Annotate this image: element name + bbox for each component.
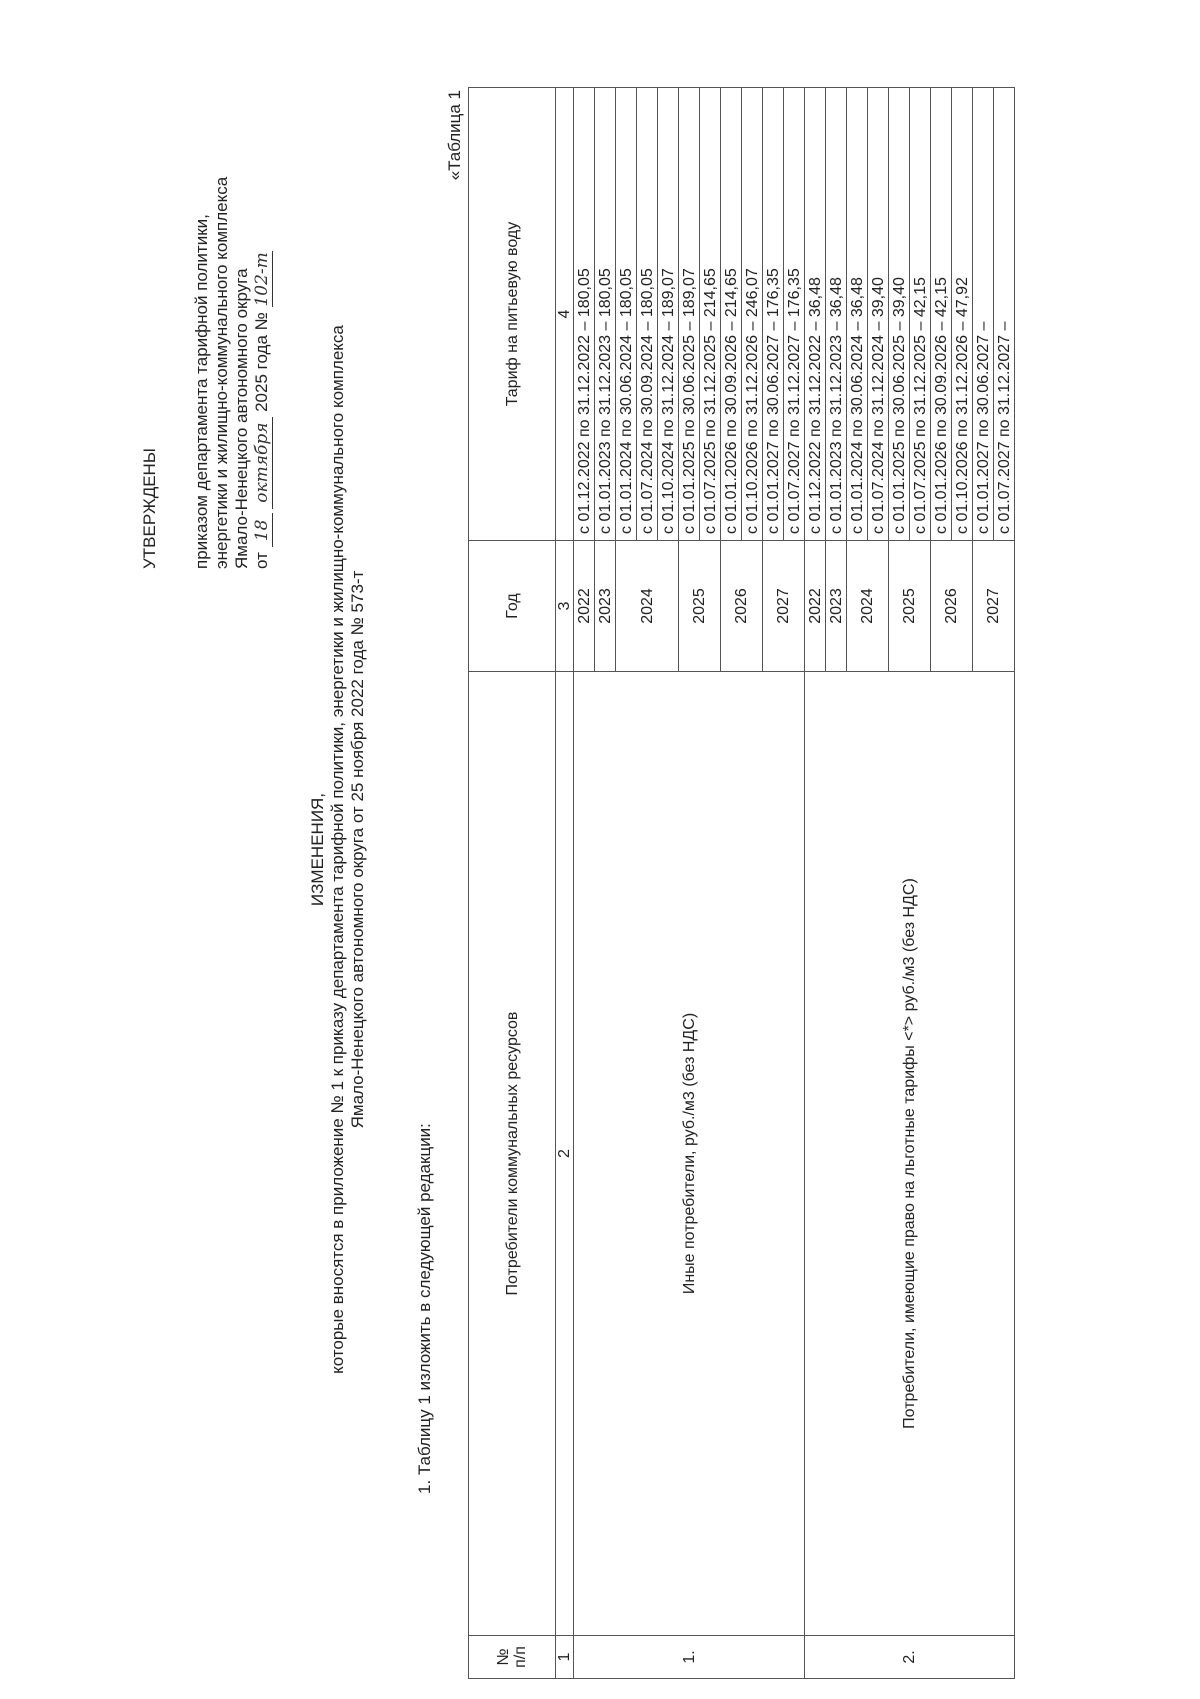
intro-text: 1. Таблицу 1 изложить в следующей редакции: [415,1123,434,1494]
tariff-table [468,87,1015,1679]
approval-title: УТВЕРЖДЕНЫ [140,448,159,569]
tariff-period-cell: с 01.10.2026 по 31.12.2026 – 246,07 [742,88,763,541]
tariff-period-cell: с 01.12.2022 по 31.12.2022 – 36,48 [805,88,826,541]
year-cell: 2027 [763,541,805,672]
changes-heading [308,0,368,1699]
year-cell: 2026 [721,541,763,672]
table-row [805,88,826,1679]
tariff-period-cell: с 01.07.2025 по 31.12.2025 – 42,15 [910,88,931,541]
tariff-table-body [469,88,1015,1679]
tariff-period-cell: с 01.12.2022 по 31.12.2022 – 180,05 [574,88,595,541]
header-cell: Потребители коммунальных ресурсов [469,672,556,1636]
year-cell: 2023 [595,541,616,672]
handwritten-order-number: 102-т [252,252,272,307]
year-cell: 2023 [826,541,847,672]
consumer-cell: Потребители, имеющие право на льготные тарифы <*> руб./м3 (без НДС) [805,672,1015,1636]
year-cell: 2025 [889,541,931,672]
changes-line: которые вносятся в приложение № 1 к приказу департамента тарифной политики, энергетики и жилищно-коммунального комплекса [328,325,347,1374]
column-index-cell: 1 [556,1636,574,1679]
tariff-period-cell: с 01.01.2027 по 30.06.2027 – 176,35 [763,88,784,541]
date-prefix: от [252,552,271,569]
year-cell: 2024 [616,541,679,672]
column-index-cell: 4 [556,88,574,541]
row-number-cell: 1. [574,1636,805,1679]
year-cell: 2022 [805,541,826,672]
tariff-period-cell: с 01.10.2024 по 31.12.2024 – 189,07 [658,88,679,541]
header-cell: Год [469,541,556,672]
tariff-period-cell: с 01.01.2027 по 30.06.2027 – [973,88,994,541]
tariff-period-cell: с 01.01.2024 по 30.06.2024 – 36,48 [847,88,868,541]
column-index-cell: 3 [556,541,574,672]
tariff-period-cell: с 01.10.2026 по 31.12.2026 – 47,92 [952,88,973,541]
column-index-row [556,88,574,1679]
tariff-period-cell: с 01.07.2024 по 30.09.2024 – 180,05 [637,88,658,541]
table-number: «Таблица 1 [445,90,464,181]
column-index-cell: 2 [556,672,574,1636]
tariff-period-cell: с 01.01.2026 по 30.09.2026 – 42,15 [931,88,952,541]
tariff-period-cell: с 01.01.2023 по 31.12.2023 – 180,05 [595,88,616,541]
tariff-period-cell: с 01.01.2023 по 31.12.2023 – 36,48 [826,88,847,541]
approval-line: энергетики и жилищно-коммунального комплекса [212,176,231,569]
year-cell: 2027 [973,541,1015,672]
handwritten-month: октября [252,417,273,509]
tariff-period-cell: с 01.01.2025 по 30.06.2025 – 189,07 [679,88,700,541]
table-header-row [469,88,556,1679]
row-number-cell: 2. [805,1636,1015,1679]
tariff-period-cell: с 01.07.2025 по 31.12.2025 – 214,65 [700,88,721,541]
changes-line: Ямало-Ненецкого автономного округа от 25 ноября 2022 года № 573-т [348,570,367,1129]
tariff-period-cell: с 01.07.2024 по 31.12.2024 – 39,40 [868,88,889,541]
year-cell: 2026 [931,541,973,672]
year-cell: 2024 [847,541,889,672]
tariff-period-cell: с 01.01.2024 по 30.06.2024 – 180,05 [616,88,637,541]
tariff-period-cell: с 01.01.2025 по 30.06.2025 – 39,40 [889,88,910,541]
year-cell: 2022 [574,541,595,672]
changes-title: ИЗМЕНЕНИЯ, [308,792,327,907]
handwritten-day: 18 [252,513,273,547]
approval-line: Ямало-Ненецкого автономного округа [232,268,251,569]
approval-line: приказом департамента тарифной политики, [192,214,211,569]
approval-block [140,49,273,569]
header-cell: Тариф на питьевую воду [469,88,556,541]
tariff-period-cell: с 01.07.2027 по 31.12.2027 – 176,35 [784,88,805,541]
consumer-cell: Иные потребители, руб./м3 (без НДС) [574,672,805,1636]
tariff-period-cell: с 01.01.2026 по 30.09.2026 – 214,65 [721,88,742,541]
tariff-period-cell: с 01.07.2027 по 31.12.2027 – [994,88,1015,541]
header-cell: № п/п [469,1636,556,1679]
table-row [574,88,595,1679]
approval-date-line [252,49,273,569]
year-text: 2025 года № [252,312,271,412]
year-cell: 2025 [679,541,721,672]
